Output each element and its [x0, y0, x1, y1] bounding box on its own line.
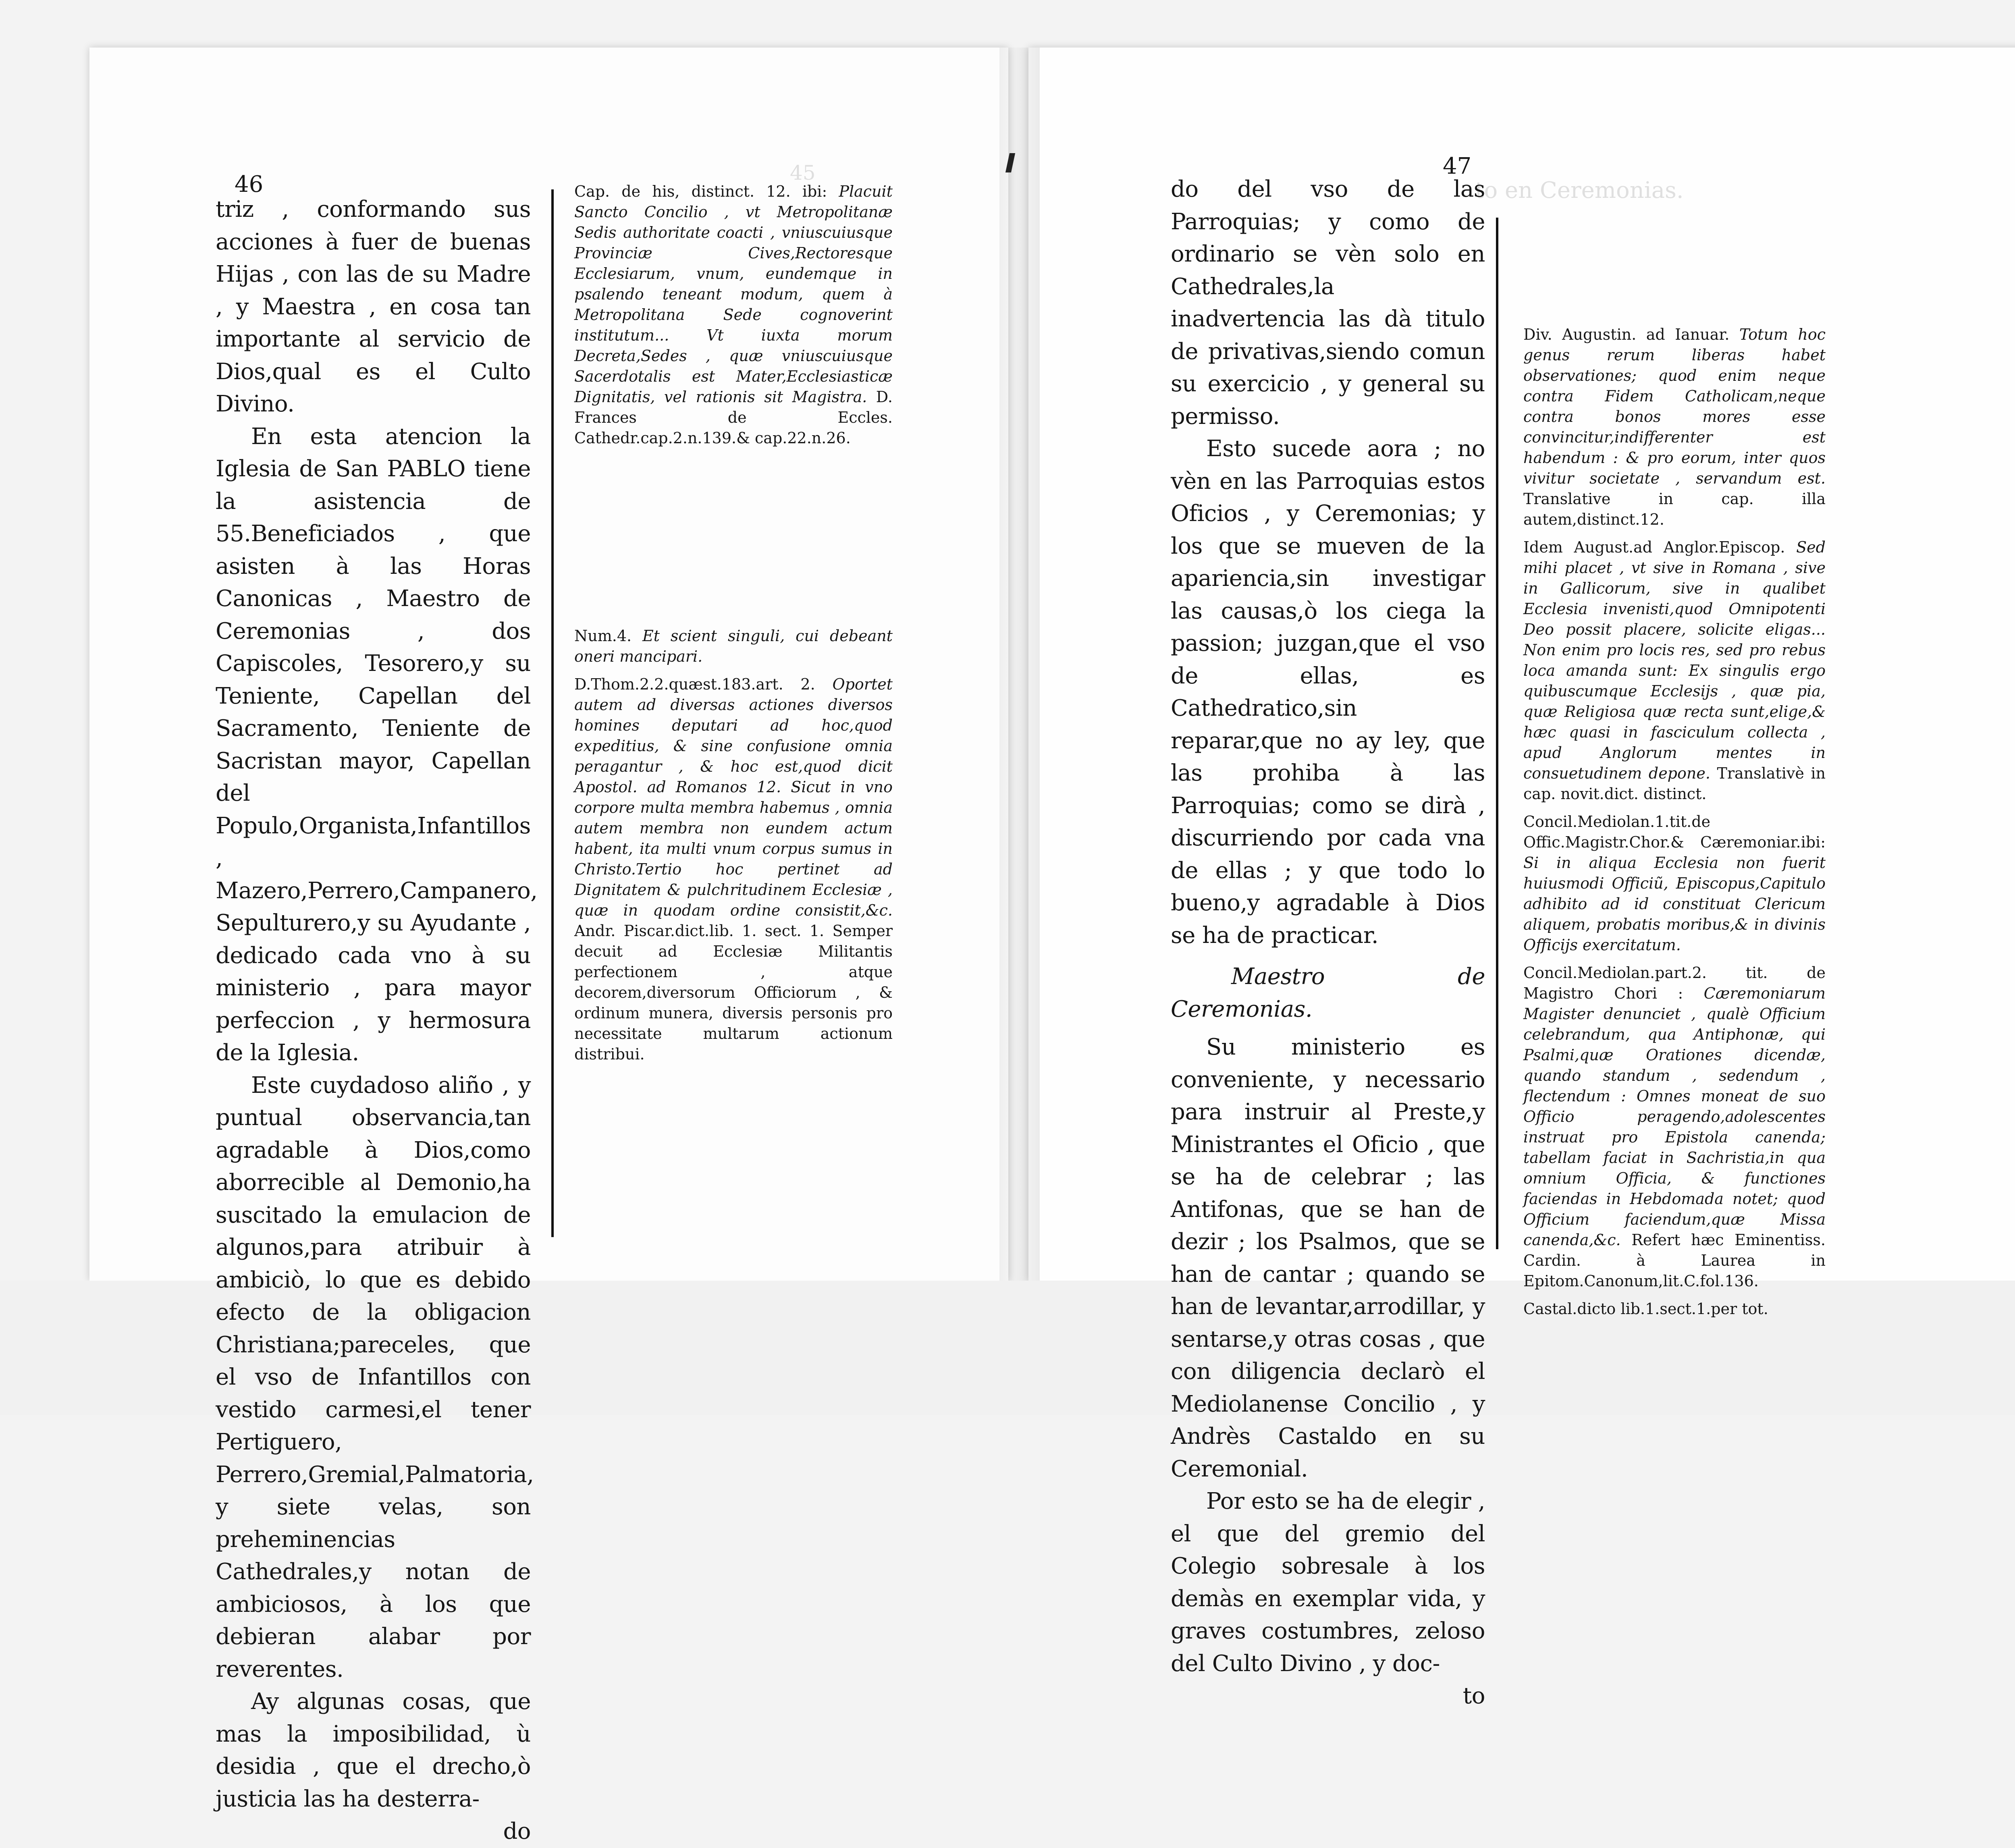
paragraph: Por esto se ha de elegir , el que del gremio del Colegio sobresale à los demàs en exemplar vida, y graves costumbres, zeloso del Culto Divino , y doc-	[1171, 1488, 1485, 1677]
marginal-note: Concil.Mediolan.part.2. tit. de Magistro Chori : Cæremoniarum Magister denunciet , qualè Officium celebrandum, qua Antiphonæ, qui Psalmi,quæ Orationes dicendæ, quando standum , sedendum , flectendum : Omnes moneat de suo Officio peragendo,adolescentes instruat pro Epistola canenda; tabellam faciat in Sachristia,in qua omnium Officia, & functiones faciendas in Hebdomada notet; quod Officium faciendum,quæ Missa canenda,&c. Refert hæc Eminentiss. Cardin. à Laurea in Epitom.Canonum,lit.C.fol.136.	[1523, 964, 1826, 1290]
paragraph: do del vso de las Parroquias; y como de ordinario se vèn solo en Cathedrales,la inadvertencia las dà titulo de privativas,siendo comun su exercicio , y general su permisso.	[1171, 176, 1485, 430]
section-heading: Maestro de Ceremonias.	[1171, 963, 1485, 1022]
paragraph: Este cuydadoso aliño , y puntual observancia,tan agradable à Dios,como aborrecible al Demonio,ha suscitado la emulacion de algunos,para atribuir à ambiciò, lo que es debido efecto de la obligacion Christiana;pareceles, que el vso de Infantillos con vestido carmesi,el tener Pertiguero, Perrero,Gremial,Palmatoria, y siete velas, son preheminencias Cathedrales,y notan de ambiciosos, à los que debieran alabar por reverentes.	[216, 1072, 534, 1682]
right-notes-column	[1523, 324, 1826, 1327]
page-number-right: 47	[1443, 153, 1472, 179]
bleed-through-left-number: 45	[790, 161, 816, 185]
page-number-left: 46	[235, 171, 264, 197]
left-main-column	[216, 193, 538, 1848]
paragraph: En esta atencion la Iglesia de San PABLO tiene la asistencia de 55.Beneficiados , que asisten à las Horas Canonicas , Maestro de Ceremonias , dos Capiscoles, Tesorero,y su Teniente, Capellan del Sacramento, Teniente de Sacristan mayor, Capellan del Populo,Organista,Infantillos , Mazero,Perrero,Campanero, Sepulturero,y su Ayudante , dedicado cada vno à su ministerio , para mayor perfeccion , y hermosura de la Iglesia.	[216, 423, 538, 1066]
left-notes-column	[574, 181, 893, 1072]
bleed-through-right-heading: to en Ceremonias.	[1475, 177, 1684, 203]
column-rule	[551, 189, 554, 1237]
catchword: do	[503, 1818, 531, 1844]
gutter-shadow	[999, 48, 1040, 1281]
marginal-note: Div. Augustin. ad Ianuar. Totum hoc genus rerum liberas habet observationes; quod enim neque contra Fidem Catholicam,neque contra bonos mores esse convincitur,indifferenter est habendum : & pro eorum, inter quos vivitur societate , servandum est. Translative in cap. illa autem,distinct.12.	[1523, 326, 1826, 528]
right-main-column	[1171, 173, 1485, 1713]
marginal-note: Concil.Mediolan.1.tit.de Offic.Magistr.Chor.& Cæremoniar.ibi: Si in aliqua Ecclesia non fuerit huiusmodi Officiũ, Episcopus,Capitulo adhibito ad id constituat Clericum aliquem, probatis moribus,& in divinis Officijs exercitatum.	[1523, 813, 1826, 954]
catchword: to	[1462, 1683, 1485, 1709]
marginal-note: Cap. de his, distinct. 12. ibi: Placuit Sancto Concilio , vt Metropolitanæ Sedis authoritate coacti , vniuscuiusque Provinciæ Cives,Rectoresque Ecclesiarum, vnum, eundemque in psalendo teneant modum, quem à Metropolitana Sede cognoverint institutum... Vt iuxta morum Decreta,Sedes , quæ vniuscuiusque Sacerdotalis est Mater,Ecclesiasticæ Dignitatis, vel rationis sit Magistra. D. Frances de Eccles. Cathedr.cap.2.n.139.& cap.22.n.26.	[574, 183, 893, 447]
paragraph: Ay algunas cosas, que mas la imposibilidad, ù desidia , que el drecho,ò justicia las ha desterra-	[216, 1688, 531, 1812]
marginal-note: Idem August.ad Anglor.Episcop. Sed mihi placet , vt sive in Romana , sive in Gallicorum, sive in qualibet Ecclesia invenisti,quod Omnipotenti Deo possit placere, solicite eligas... Non enim pro locis res, sed pro rebus loca amanda sunt: Ex singulis ergo quibuscumque Ecclesijs , quæ pia, quæ Religiosa quæ recta sunt,elige,& hæc quasi in fasciculum collecta , apud Anglorum mentes in consuetudinem depone. Translativè in cap. novit.dict. distinct.	[1523, 538, 1826, 803]
paragraph: Su ministerio es conveniente, y necessario para instruir al Preste,y Ministrantes el Oficio , que se ha de celebrar ; las Antifonas, que se han de dezir ; los Psalmos, que se han de cantar ; quando se han de levantar,arrodillar, y sentarse,y otras cosas , que con diligencia declarò el Mediolanense Concilio , y Andrès Castaldo en su Ceremonial.	[1171, 1034, 1485, 1482]
paragraph: Esto sucede aora ; no vèn en las Parroquias estos Oficios , y Ceremonias; y los que se mueven de la apariencia,sin investigar las causas,ò los ciega la passion; juzgan,que el vso de ellas, es Cathedratico,sin reparar,que no ay ley, que las prohiba à las Parroquias; como se dirà , discurriendo por cada vna de ellas ; y que todo lo bueno,y agradable à Dios se ha de practicar.	[1171, 436, 1485, 949]
marginal-note: Num.4. Et scient singuli, cui debeant oneri mancipari.	[574, 627, 893, 665]
marginal-note: D.Thom.2.2.quæst.183.art. 2. Oportet autem ad diversas actiones diversos homines deputari ad hoc,quod expeditius, & sine confusione omnia peragantur , & hoc est,quod dicit Apostol. ad Romanos 12. Sicut in vno corpore multa membra habemus , omnia autem membra non eundem actum habent, ita multi vnum corpus sumus in Christo.Tertio hoc pertinet ad Dignitatem & pulchritudinem Ecclesiæ , quæ in quodam ordine consistit,&c. Andr. Piscar.dict.lib. 1. sect. 1. Semper decuit ad Ecclesiæ Militantis perfectionem , atque decorem,diversorum Officiorum , & ordinum munera, diversis personis pro necessitate multarum actionum distribui.	[574, 675, 893, 1063]
marginal-note: Castal.dicto lib.1.sect.1.per tot.	[1523, 1300, 1768, 1318]
column-rule	[1496, 218, 1498, 1249]
paragraph: triz , conformando sus acciones à fuer de buenas Hijas , con las de su Madre , y Maestra , en cosa tan importante al servicio de Dios,qual es el Culto Divino.	[216, 196, 531, 417]
